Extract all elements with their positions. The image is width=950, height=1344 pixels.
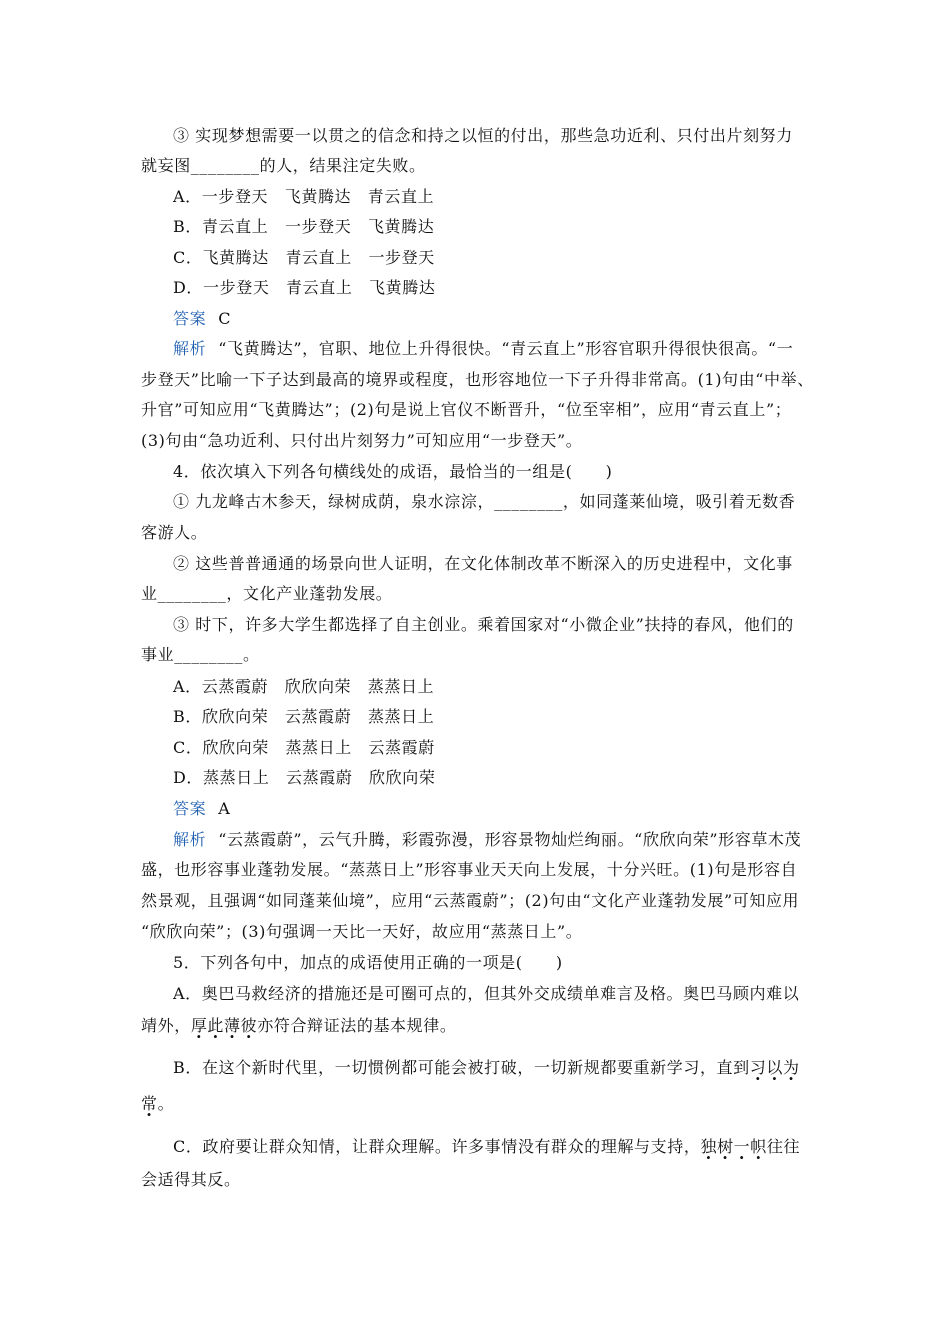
- q5-stem: 5．下列各句中，加点的成语使用正确的一项是( ): [173, 953, 563, 972]
- q4-item2-line1: ② 这些普普通通的场景向世人证明，在文化体制改革不断深入的历史进程中，文化事: [173, 554, 793, 573]
- q3-item3-line1: ③ 实现梦想需要一以贯之的信念和持之以恒的付出，那些急功近利、只付出片刻努力: [173, 126, 793, 145]
- q3-option-b: B．青云直上 一步登天 飞黄腾达: [173, 217, 435, 236]
- q4-option-a: A．云蒸霞蔚 欣欣向荣 蒸蒸日上: [173, 677, 435, 696]
- text-segment: 亦符合辩证法的基本规律。: [257, 1016, 457, 1035]
- answer-label: 答案: [173, 309, 207, 328]
- q4-analysis-line4: “欣欣向荣”；(3)句强调一天比一天好，故应用“蒸蒸日上”。: [141, 922, 583, 941]
- dotted-char: 一: [733, 1137, 751, 1156]
- q3-analysis-line3: 升官”可知应用“飞黄腾达”；(2)句是说上官仪不断晋升，“位至宰相”，应用“青云直上”；: [141, 400, 792, 419]
- q5-option-a-line1: A．奥巴马救经济的措施还是可圈可点的，但其外交成绩单难言及格。奥巴马顾内难以: [173, 984, 800, 1003]
- q4-option-b: B．欣欣向荣 云蒸霞蔚 蒸蒸日上: [173, 707, 435, 726]
- q3-analysis-line2: 步登天”比喻一下子达到最高的境界或程度，也形容地位一下子升得非常高。(1)句由“中举、: [141, 370, 814, 389]
- q5-option-b-line2: [141, 1094, 174, 1114]
- q4-item1-line2: 客游人。: [141, 523, 208, 542]
- q4-analysis-line1: [173, 830, 801, 850]
- q3-analysis-line4: (3)句由“急功近利、只付出片刻努力”可知应用“一步登天”。: [141, 431, 583, 450]
- q4-option-d: D．蒸蒸日上 云蒸霞蔚 欣欣向荣: [173, 768, 436, 787]
- q3-item3-line2: 就妄图________的人，结果注定失败。: [141, 156, 426, 175]
- dotted-char: 树: [717, 1137, 734, 1156]
- q3-answer: [173, 309, 231, 329]
- dotted-char: 习: [749, 1058, 767, 1077]
- answer-value: C: [218, 309, 232, 328]
- analysis-text: “云蒸霞蔚”，云气升腾，彩霞弥漫，形容景物灿烂绚丽。“欣欣向荣”形容草木茂: [218, 830, 802, 849]
- q5-option-c-line2: 会适得其反。: [141, 1170, 241, 1189]
- dotted-char: 厚: [190, 1016, 208, 1035]
- q4-analysis-line2: 盛，也形容事业蓬勃发展。“蒸蒸日上”形容事业天天向上发展，十分兴旺。(1)句是形容自: [141, 860, 798, 879]
- q4-item3-line2: 事业________。: [141, 645, 260, 664]
- q4-stem: 4．依次填入下列各句横线处的成语，最恰当的一组是( ): [173, 462, 613, 481]
- analysis-label: 解析: [173, 830, 207, 849]
- analysis-text: “飞黄腾达”，官职、地位上升得很快。“青云直上”形容官职升得很快很高。“一: [218, 339, 794, 358]
- q4-analysis-line3: 然景观，且强调“如同蓬莱仙境”，应用“云蒸霞蔚”；(2)句由“文化产业蓬勃发展”可知应用: [141, 891, 800, 910]
- text-segment: 靖外，: [141, 1016, 191, 1035]
- dotted-char: 为: [782, 1058, 800, 1077]
- answer-label: 答案: [173, 799, 207, 818]
- q4-answer: [173, 799, 230, 819]
- dotted-char: 薄: [224, 1016, 241, 1035]
- q5-option-b-line1: [173, 1058, 800, 1078]
- q5-option-a-line2: [141, 1016, 456, 1036]
- dotted-char: 帜: [750, 1137, 767, 1156]
- q4-item1-line1: ① 九龙峰古木参天，绿树成荫，泉水淙淙，________，如同蓬莱仙境，吸引着无数香: [173, 492, 796, 511]
- dotted-char: 彼: [240, 1016, 258, 1035]
- q3-option-d: D．一步登天 青云直上 飞黄腾达: [173, 278, 436, 297]
- q3-option-a: A．一步登天 飞黄腾达 青云直上: [173, 187, 435, 206]
- dotted-char: 独: [700, 1137, 718, 1156]
- text-segment: 。: [157, 1094, 175, 1113]
- q4-option-c: C．欣欣向荣 蒸蒸日上 云蒸霞蔚: [173, 738, 435, 757]
- dotted-char: 常: [141, 1094, 158, 1113]
- dotted-char: 此: [207, 1016, 225, 1035]
- q5-option-c-line1: [173, 1137, 800, 1157]
- text-segment: C．政府要让群众知情，让群众理解。许多事情没有群众的理解与支持，: [173, 1137, 701, 1156]
- q4-item2-line2: 业________，文化产业蓬勃发展。: [141, 584, 393, 603]
- text-segment: B．在这个新时代里，一切惯例都可能会被打破，一切新规都要重新学习，直到: [173, 1058, 750, 1077]
- q4-item3-line1: ③ 时下，许多大学生都选择了自主创业。乘着国家对“小微企业”扶持的春风，他们的: [173, 615, 794, 634]
- text-segment: 往往: [766, 1137, 801, 1156]
- q3-analysis-line1: [173, 339, 793, 359]
- dotted-char: 以: [766, 1058, 783, 1077]
- q3-option-c: C．飞黄腾达 青云直上 一步登天: [173, 248, 435, 267]
- answer-value: A: [218, 799, 231, 818]
- analysis-label: 解析: [173, 339, 207, 358]
